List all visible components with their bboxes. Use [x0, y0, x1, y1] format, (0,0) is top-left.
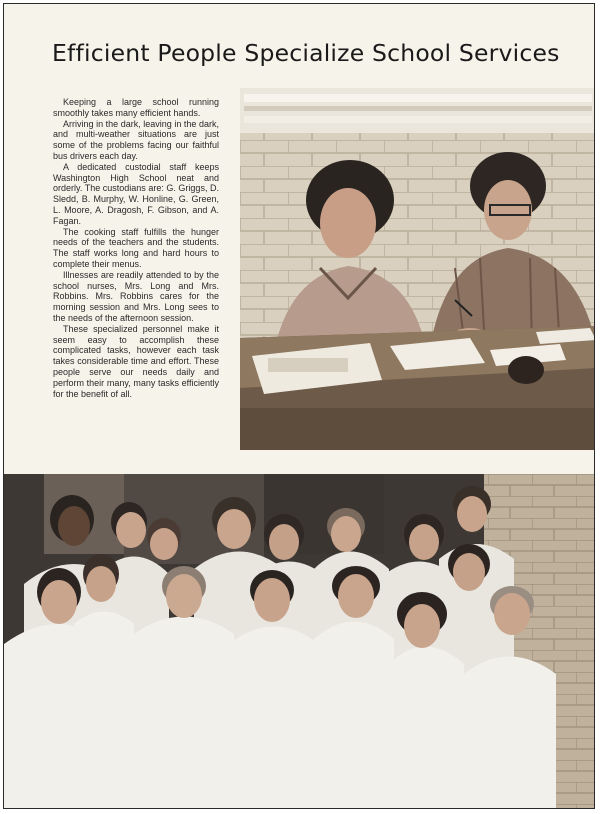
paragraph-bus-drivers: Arriving in the dark, leaving in the dark, and multi-weather situations are just some of the problems facing our faithful bus drivers each day. — [53, 118, 219, 161]
paragraph-nurses: Illnesses are readily attended to by the school nurses, Mrs. Long and Mrs. Robbins. Mrs. Robbins cares for the morning session and Mrs. Long sees to the needs of the afternoon session. — [53, 269, 219, 323]
cooking-staff-photo-image — [4, 474, 595, 809]
paragraph-cooking-staff: The cooking staff fulfills the hunger needs of the teachers and the students. The staff works long and hard hours to complete their menus. — [53, 226, 219, 269]
paragraph-custodians: A dedicated custodial staff keeps Washington High School neat and orderly. The custodians are: G. Griggs, D. Sledd, B. Murphy, W. Honline, G. Green, L. Moore, A. Dragosh, F. Gibson, and A. Fagan. — [53, 161, 219, 226]
paragraph-closing: These specialized personnel make it seem easy to accomplish these complicated tasks, however each task takes considerable time and effort. These people serve our needs daily and perform their many, many tasks efficiently for the benefit of all. — [53, 323, 219, 399]
cooking-staff-photo — [4, 474, 595, 809]
paragraph-intro: Keeping a large school running smoothly takes many efficient hands. — [53, 97, 219, 118]
page-title: Efficient People Specialize School Services — [52, 39, 560, 67]
nurses-photo-image — [240, 88, 595, 450]
nurses-photo — [240, 88, 595, 450]
yearbook-page — [3, 3, 595, 809]
article-body — [53, 97, 219, 399]
